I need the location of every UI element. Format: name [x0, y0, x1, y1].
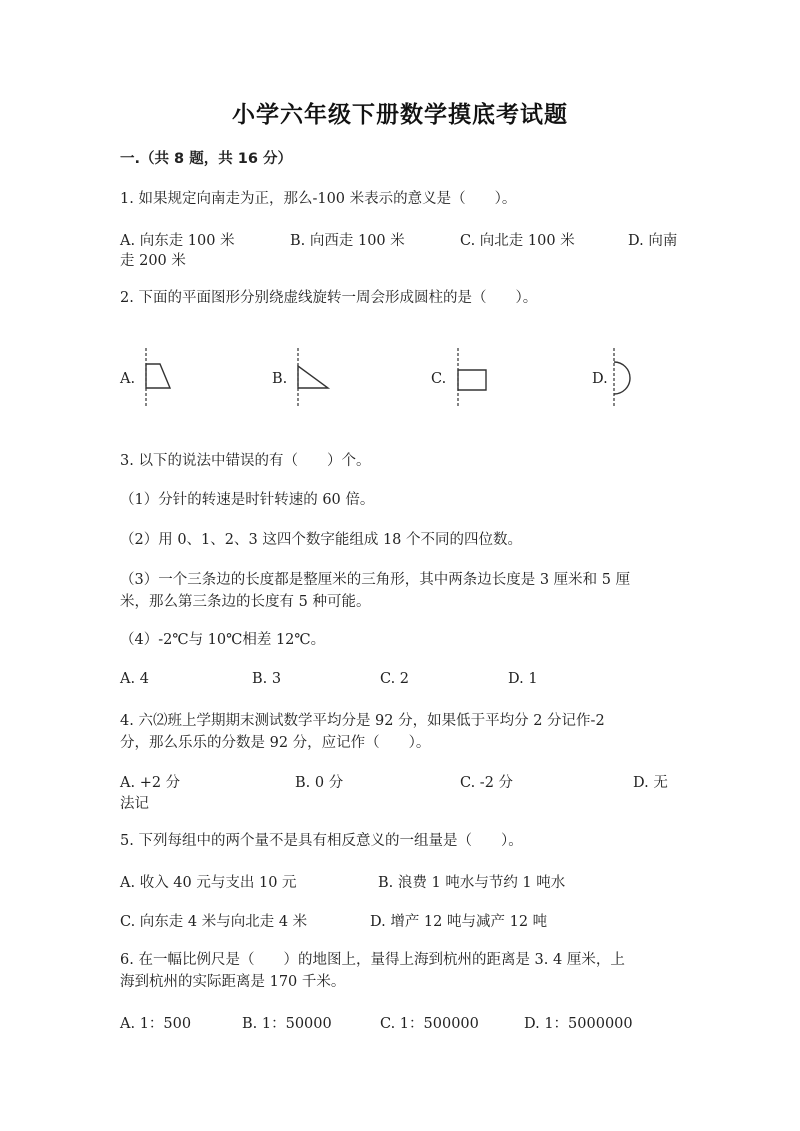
q3-statement-2: （2）用 0、1、2、3 这四个数字能组成 18 个不同的四位数。: [120, 532, 523, 548]
q5-option-c[interactable]: C. 向东走 4 米与向北走 4 米: [120, 914, 308, 930]
q5-option-b[interactable]: B. 浪费 1 吨水与节约 1 吨水: [378, 875, 566, 891]
question-2-stem: 2. 下面的平面图形分别绕虚线旋转一周会形成圆柱的是（ ）。: [120, 290, 538, 306]
q3-statement-4: （4）-2℃与 10℃相差 12℃。: [120, 632, 326, 648]
q4-option-d-wrap: 法记: [120, 796, 149, 812]
q1-option-b[interactable]: B. 向西走 100 米: [290, 233, 405, 249]
q4-option-b[interactable]: B. 0 分: [295, 775, 344, 791]
q3-option-c[interactable]: C. 2: [380, 671, 410, 687]
q3-statement-3-line1: （3）一个三条边的长度都是整厘米的三角形，其中两条边长度是 3 厘米和 5 厘: [120, 572, 631, 588]
section-heading: 一.（共 8 题，共 16 分）: [120, 151, 292, 167]
q3-option-b[interactable]: B. 3: [252, 671, 282, 687]
q4-option-c[interactable]: C. -2 分: [460, 775, 514, 791]
q4-option-a[interactable]: A. +2 分: [120, 775, 181, 791]
q1-option-d[interactable]: D. 向南: [628, 233, 678, 249]
page-title: 小学六年级下册数学摸底考试题: [232, 102, 568, 128]
q2-option-d-label[interactable]: D.: [592, 371, 608, 387]
q6-option-c[interactable]: C. 1：500000: [380, 1016, 479, 1032]
question-6-stem-line1: 6. 在一幅比例尺是（ ）的地图上，量得上海到杭州的距离是 3. 4 厘米，上: [120, 952, 625, 968]
question-1-stem: 1. 如果规定向南走为正，那么-100 米表示的意义是（ ）。: [120, 191, 517, 207]
rectangle-figure: [450, 346, 494, 410]
q5-option-d[interactable]: D. 增产 12 吨与减产 12 吨: [370, 914, 548, 930]
q2-option-b-label[interactable]: B.: [272, 371, 288, 387]
q6-option-d[interactable]: D. 1：5000000: [524, 1016, 633, 1032]
q4-option-d[interactable]: D. 无: [633, 775, 668, 791]
q2-option-a-label[interactable]: A.: [120, 371, 136, 387]
q5-option-a[interactable]: A. 收入 40 元与支出 10 元: [120, 875, 297, 891]
question-4-stem-line1: 4. 六⑵班上学期期末测试数学平均分是 92 分，如果低于平均分 2 分记作-2: [120, 713, 605, 729]
q3-option-d[interactable]: D. 1: [508, 671, 538, 687]
question-5-stem: 5. 下列每组中的两个量不是具有相反意义的一组量是（ ）。: [120, 833, 523, 849]
q6-option-b[interactable]: B. 1：50000: [242, 1016, 332, 1032]
question-3-stem: 3. 以下的说法中错误的有（ ）个。: [120, 453, 371, 469]
q2-option-c-label[interactable]: C.: [431, 371, 447, 387]
right-triangle-figure: [288, 346, 336, 410]
question-6-stem-line2: 海到杭州的实际距离是 170 千米。: [120, 974, 346, 990]
q6-option-a[interactable]: A. 1：500: [120, 1016, 192, 1032]
q3-option-a[interactable]: A. 4: [120, 671, 149, 687]
semicircle-figure: [608, 346, 644, 410]
right-trapezoid-figure: [138, 346, 178, 410]
q3-statement-3-line2: 米，那么第三条边的长度有 5 种可能。: [120, 594, 371, 610]
q3-statement-1: （1）分针的转速是时针转速的 60 倍。: [120, 492, 375, 508]
q1-option-a[interactable]: A. 向东走 100 米: [120, 233, 235, 249]
q1-option-d-wrap: 走 200 米: [120, 253, 186, 269]
question-4-stem-line2: 分，那么乐乐的分数是 92 分，应记作（ ）。: [120, 735, 431, 751]
q1-option-c[interactable]: C. 向北走 100 米: [460, 233, 575, 249]
